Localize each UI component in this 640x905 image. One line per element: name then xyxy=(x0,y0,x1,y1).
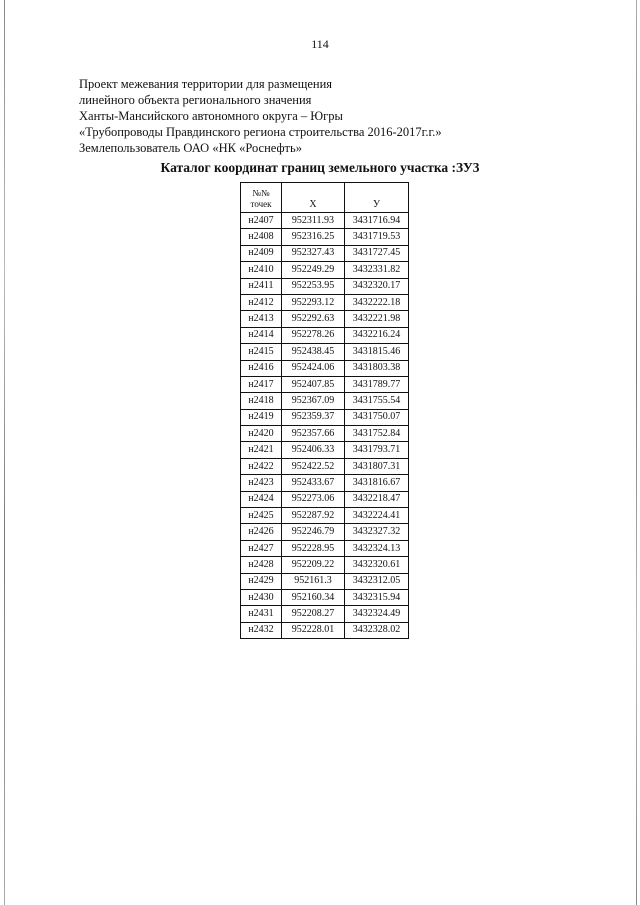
cell-point: н2432 xyxy=(241,622,282,638)
cell-y: 3432320.17 xyxy=(345,278,409,294)
cell-y: 3431803.38 xyxy=(345,360,409,376)
column-header-x: X xyxy=(282,183,345,213)
table-row xyxy=(241,573,409,589)
cell-y: 3431755.54 xyxy=(345,393,409,409)
table-row xyxy=(241,442,409,458)
cell-point: н2415 xyxy=(241,344,282,360)
header-line-4: «Трубопроводы Правдинского региона строительства 2016-2017г.г.» xyxy=(79,125,442,139)
cell-y: 3431719.53 xyxy=(345,229,409,245)
cell-y: 3431750.07 xyxy=(345,409,409,425)
table-row xyxy=(241,458,409,474)
cell-x: 952208.27 xyxy=(282,606,345,622)
cell-y: 3432320.61 xyxy=(345,557,409,573)
cell-point: н2424 xyxy=(241,491,282,507)
header-line-3: Ханты-Мансийского автономного округа – Югры xyxy=(79,109,343,123)
header-line-2: линейного объекта регионального значения xyxy=(79,93,312,107)
cell-point: н2420 xyxy=(241,426,282,442)
column-header-point-number-sign: №№ xyxy=(252,188,270,198)
table-header-row xyxy=(241,183,409,213)
cell-x: 952228.01 xyxy=(282,622,345,638)
table-row xyxy=(241,245,409,261)
cell-x: 952253.95 xyxy=(282,278,345,294)
cell-point: н2417 xyxy=(241,376,282,392)
cell-x: 952424.06 xyxy=(282,360,345,376)
cell-point: н2413 xyxy=(241,311,282,327)
table-row xyxy=(241,278,409,294)
table-row xyxy=(241,213,409,229)
cell-x: 952311.93 xyxy=(282,213,345,229)
cell-point: н2427 xyxy=(241,540,282,556)
cell-x: 952367.09 xyxy=(282,393,345,409)
cell-y: 3432315.94 xyxy=(345,589,409,605)
cell-point: н2428 xyxy=(241,557,282,573)
cell-x: 952293.12 xyxy=(282,294,345,310)
cell-x: 952161.3 xyxy=(282,573,345,589)
cell-point: н2423 xyxy=(241,475,282,491)
cell-x: 952406.33 xyxy=(282,442,345,458)
table-row xyxy=(241,508,409,524)
column-header-y: У xyxy=(345,183,409,213)
cell-x: 952327.43 xyxy=(282,245,345,261)
cell-point: н2426 xyxy=(241,524,282,540)
cell-y: 3432331.82 xyxy=(345,262,409,278)
coordinates-table xyxy=(240,182,409,639)
cell-point: н2407 xyxy=(241,213,282,229)
cell-y: 3432324.49 xyxy=(345,606,409,622)
table-row xyxy=(241,557,409,573)
cell-y: 3432216.24 xyxy=(345,327,409,343)
cell-y: 3432221.98 xyxy=(345,311,409,327)
table-row xyxy=(241,229,409,245)
header-line-5: Землепользователь ОАО «НК «Роснефть» xyxy=(79,141,302,155)
table-row xyxy=(241,327,409,343)
cell-point: н2414 xyxy=(241,327,282,343)
cell-y: 3431716.94 xyxy=(345,213,409,229)
cell-point: н2431 xyxy=(241,606,282,622)
table-row xyxy=(241,426,409,442)
column-header-point xyxy=(241,183,282,213)
cell-point: н2408 xyxy=(241,229,282,245)
table-row xyxy=(241,524,409,540)
cell-x: 952438.45 xyxy=(282,344,345,360)
cell-x: 952228.95 xyxy=(282,540,345,556)
cell-x: 952287.92 xyxy=(282,508,345,524)
cell-x: 952249.29 xyxy=(282,262,345,278)
cell-x: 952357.66 xyxy=(282,426,345,442)
cell-x: 952160.34 xyxy=(282,589,345,605)
cell-point: н2418 xyxy=(241,393,282,409)
table-row xyxy=(241,606,409,622)
page-number: 114 xyxy=(311,37,329,51)
cell-point: н2422 xyxy=(241,458,282,474)
cell-y: 3431752.84 xyxy=(345,426,409,442)
cell-y: 3432222.18 xyxy=(345,294,409,310)
cell-x: 952246.79 xyxy=(282,524,345,540)
cell-point: н2416 xyxy=(241,360,282,376)
cell-y: 3432328.02 xyxy=(345,622,409,638)
table-row xyxy=(241,376,409,392)
document-header xyxy=(79,76,442,156)
scan-edge-left xyxy=(4,0,5,905)
cell-x: 952316.25 xyxy=(282,229,345,245)
cell-y: 3432327.32 xyxy=(345,524,409,540)
cell-x: 952292.63 xyxy=(282,311,345,327)
cell-x: 952407.85 xyxy=(282,376,345,392)
table-row xyxy=(241,409,409,425)
table-row xyxy=(241,360,409,376)
table-row xyxy=(241,491,409,507)
table-row xyxy=(241,344,409,360)
cell-y: 3432224.41 xyxy=(345,508,409,524)
scan-edge-right xyxy=(636,0,637,905)
table-row xyxy=(241,589,409,605)
cell-x: 952209.22 xyxy=(282,557,345,573)
table-row xyxy=(241,622,409,638)
cell-y: 3431793.71 xyxy=(345,442,409,458)
cell-point: н2409 xyxy=(241,245,282,261)
cell-y: 3432324.13 xyxy=(345,540,409,556)
table-body xyxy=(241,213,409,639)
cell-point: н2411 xyxy=(241,278,282,294)
table-row xyxy=(241,262,409,278)
cell-x: 952359.37 xyxy=(282,409,345,425)
cell-x: 952273.06 xyxy=(282,491,345,507)
cell-point: н2412 xyxy=(241,294,282,310)
cell-x: 952278.26 xyxy=(282,327,345,343)
cell-point: н2410 xyxy=(241,262,282,278)
cell-point: н2430 xyxy=(241,589,282,605)
table-row xyxy=(241,540,409,556)
cell-point: н2425 xyxy=(241,508,282,524)
cell-point: н2429 xyxy=(241,573,282,589)
header-line-1: Проект межевания территории для размещения xyxy=(79,77,333,91)
cell-y: 3431815.46 xyxy=(345,344,409,360)
table-row xyxy=(241,475,409,491)
column-header-point-label: точек xyxy=(250,199,272,209)
cell-x: 952422.52 xyxy=(282,458,345,474)
catalog-title: Каталог координат границ земельного участка :ЗУ3 xyxy=(160,160,480,175)
table-row xyxy=(241,393,409,409)
cell-y: 3431789.77 xyxy=(345,376,409,392)
cell-y: 3431727.45 xyxy=(345,245,409,261)
table-row xyxy=(241,294,409,310)
cell-point: н2421 xyxy=(241,442,282,458)
cell-y: 3432218.47 xyxy=(345,491,409,507)
cell-y: 3431807.31 xyxy=(345,458,409,474)
cell-y: 3431816.67 xyxy=(345,475,409,491)
cell-point: н2419 xyxy=(241,409,282,425)
cell-x: 952433.67 xyxy=(282,475,345,491)
table-row xyxy=(241,311,409,327)
cell-y: 3432312.05 xyxy=(345,573,409,589)
